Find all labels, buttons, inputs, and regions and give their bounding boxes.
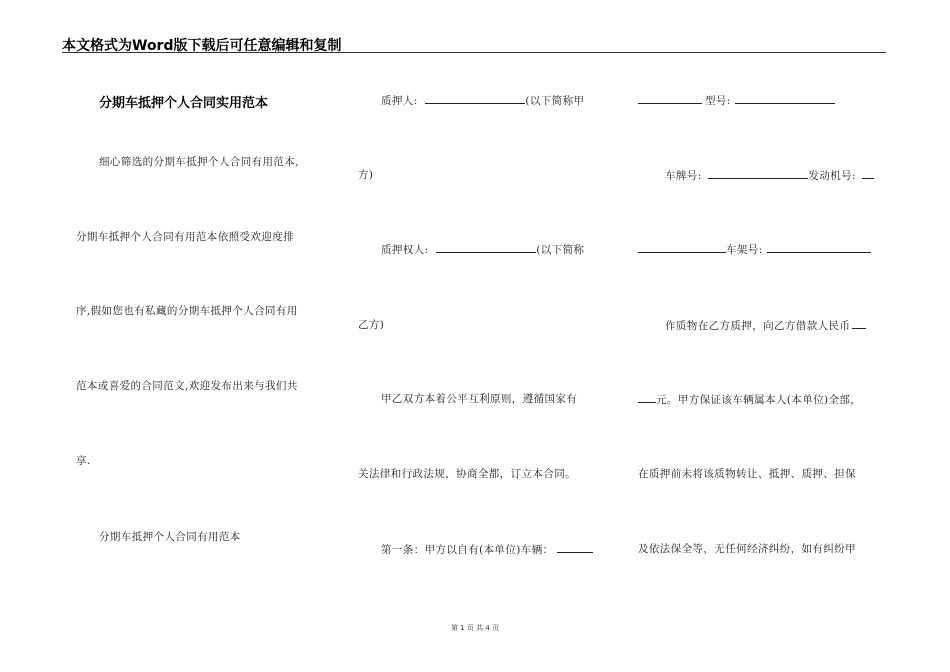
- loan-amount-blank: [852, 318, 866, 329]
- col3-line-6: 在质押前未将该质物转让、抵押、质押、担保: [638, 468, 856, 480]
- col3-line-7: 及依法保全等，无任何经济纠纷，如有纠纷甲: [638, 543, 856, 555]
- vehicle-blank: [557, 542, 593, 553]
- header-divider: [62, 52, 886, 53]
- pledgee-cont: 乙方): [358, 319, 385, 331]
- article-1-line: [381, 542, 593, 557]
- frame-blank: [767, 242, 871, 253]
- engine-label: 发动机号:: [808, 170, 856, 182]
- col3-line-5-text: 元。甲方保证该车辆属本人(本单位)全部，: [656, 394, 862, 406]
- model-blank: [735, 93, 835, 104]
- pledgee-suffix: (以下简称: [536, 244, 585, 256]
- frame-line: [638, 242, 871, 257]
- pledgor-line: [381, 93, 584, 108]
- pledgee-label: 质押权人:: [381, 244, 429, 256]
- col3-line-4-text: 作质物在乙方质押，向乙方借款人民币: [665, 320, 851, 332]
- col1-line-2: 分期车抵押个人合同有用范本依照受欢迎度排: [76, 231, 294, 243]
- pledgee-line: [381, 242, 584, 257]
- col2-para-2: 关法律和行政法规，协商全都，订立本合同。: [358, 468, 576, 480]
- article-1-text: 第一条：甲方以自有(本单位)车辆：: [381, 544, 554, 556]
- col1-line-3: 序,假如您也有私藏的分期车抵押个人合同有用: [76, 305, 298, 317]
- pledgor-suffix: (以下简称甲: [525, 95, 585, 107]
- plate-engine-line: [665, 168, 874, 183]
- col1-line-5: 享.: [76, 455, 91, 467]
- col3-line-5: [638, 392, 861, 407]
- document-banner: 本文格式为Word版下载后可任意编辑和复制: [62, 38, 342, 54]
- page-number: 第 1 页 共 4 页: [450, 624, 500, 632]
- frame-label: 车架号:: [726, 244, 763, 256]
- model-line: [638, 93, 835, 108]
- pledgor-blank: [425, 93, 525, 104]
- model-label: 型号:: [705, 95, 731, 107]
- plate-label: 车牌号:: [665, 170, 702, 182]
- col1-line-4: 范本或喜爱的合同范文,欢迎发布出来与我们共: [76, 380, 298, 392]
- frame-prefix-blank: [638, 242, 726, 253]
- loan-amount-blank-cont: [638, 392, 656, 403]
- col1-line-1: 细心筛选的分期车抵押个人合同有用范本,: [99, 156, 299, 168]
- pledgor-label: 质押人:: [381, 95, 418, 107]
- col2-para-1: 甲乙双方本着公平互利原则，遵循国家有: [381, 393, 578, 405]
- plate-blank: [708, 168, 808, 179]
- pledgor-cont: 方): [358, 169, 374, 181]
- col1-subheading: 分期车抵押个人合同有用范本: [99, 531, 241, 543]
- engine-blank: [862, 168, 874, 179]
- model-prefix-blank: [638, 93, 702, 104]
- document-title: 分期车抵押个人合同实用范本: [99, 96, 269, 111]
- col3-line-4: [665, 318, 866, 333]
- pledgee-blank: [436, 242, 536, 253]
